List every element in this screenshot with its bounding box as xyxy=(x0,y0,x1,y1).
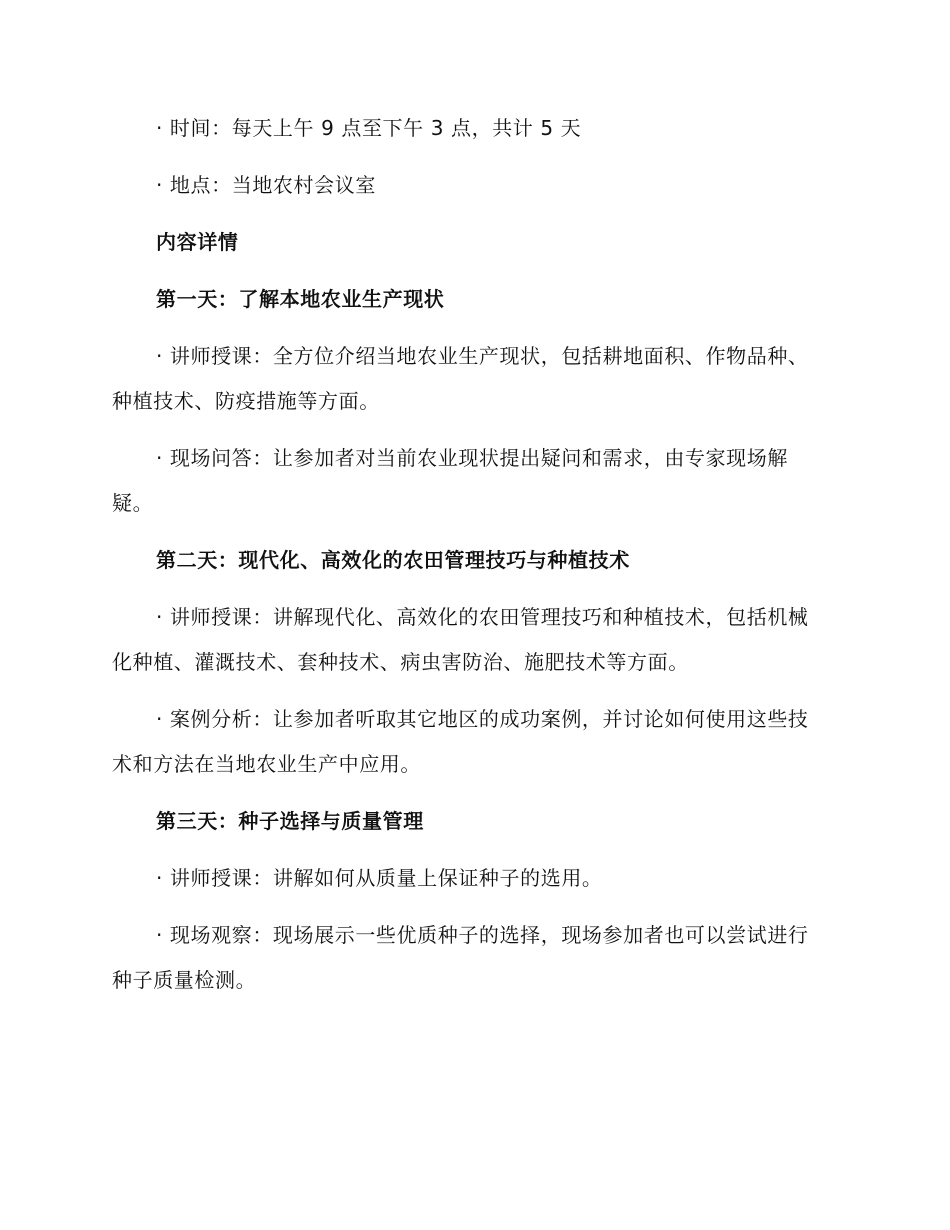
day-two-heading: 第二天：现代化、高效化的农田管理技巧与种植技术 xyxy=(156,548,630,572)
day-one-heading: 第一天：了解本地农业生产现状 xyxy=(156,287,445,311)
document-body xyxy=(112,106,828,1015)
content-details-heading: 内容详情 xyxy=(156,230,239,254)
schedule-location-item: · 地点：当地农村会议室 xyxy=(156,173,376,197)
day-three-lecture-item: · 讲师授课：讲解如何从质量上保证种子的选用。 xyxy=(156,866,603,890)
day-two-lecture-item: · 讲师授课：讲解现代化、高效化的农田管理技巧和种植技术，包括机械化种植、灌溉技术、套种技术、病虫害防治、施肥技术等方面。 xyxy=(112,605,809,674)
day-three-heading: 第三天：种子选择与质量管理 xyxy=(156,809,424,833)
day-one-lecture-item: · 讲师授课：全方位介绍当地农业生产现状，包括耕地面积、作物品种、种植技术、防疫措施等方面。 xyxy=(112,344,809,413)
schedule-time-item: · 时间：每天上午 9 点至下午 3 点，共计 5 天 xyxy=(156,116,582,140)
day-two-case-study-item: · 案例分析：让参加者听取其它地区的成功案例，并讨论如何使用这些技术和方法在当地农业生产中应用。 xyxy=(112,707,809,776)
day-three-observation-item: · 现场观察：现场展示一些优质种子的选择，现场参加者也可以尝试进行种子质量检测。 xyxy=(112,923,809,992)
day-one-qa-item: · 现场问答：让参加者对当前农业现状提出疑问和需求，由专家现场解疑。 xyxy=(112,446,788,515)
